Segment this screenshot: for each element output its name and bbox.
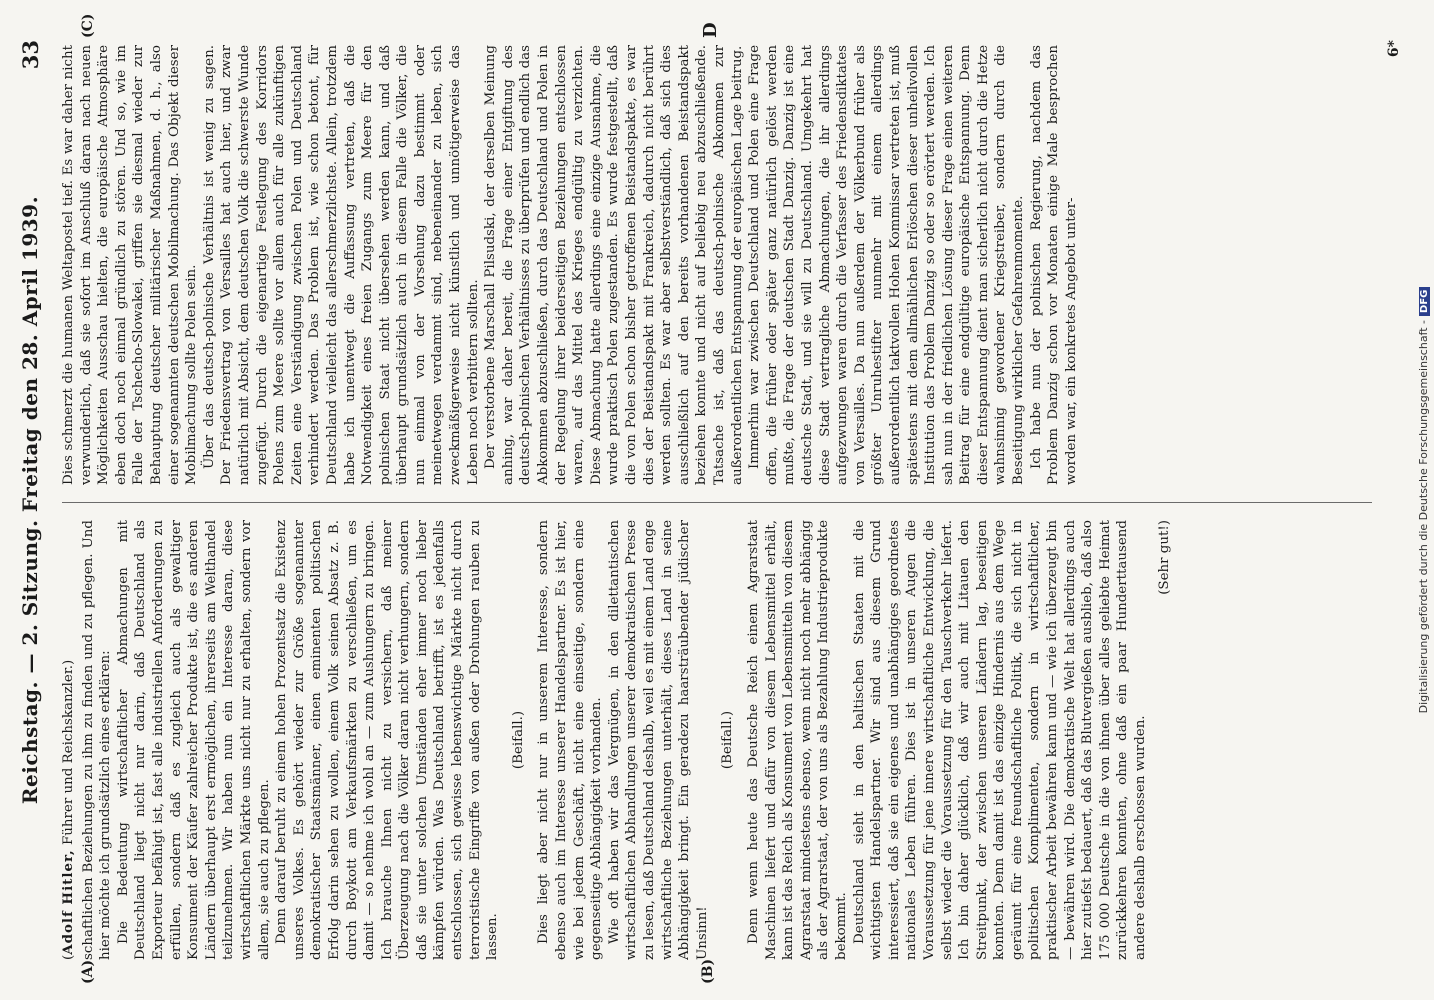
speaker-line <box>60 520 78 960</box>
page-number: 33 <box>18 40 43 70</box>
right-column <box>60 45 1390 485</box>
dfg-logo: DFG <box>1419 287 1430 316</box>
margin-marker-c: (C) <box>80 13 96 38</box>
page-header <box>18 40 58 960</box>
interjection: (Beifall.) <box>510 710 526 770</box>
paragraph: Denn darauf beruht zu einem hohen Prozentsatz die Existenz unseres Volkes. Es gehört wieder zur Größe sogenannter demokratischer Staatsmänner, einen eminenten politischen Erfolg darin sehen zu wollen, einem Volk seinen Absatz z. B. durch Boykott am Verkaufsmärkten zu verschließen, um es damit — so nehme ich wohl an — zum Aushungern zu bringen. Ich brauche Ihnen nicht zu versichern, daß meiner Überzeugung nach die Völker daran nicht verhungern, sondern daß sie unter solchen Umständen eher immer noch lieber kämpfen würden. Was Deutschland betrifft, ist es jedenfalls entschlossen, sich gewisse lebenswichtige Märkte nicht durch terroristische Eingriffe von außen oder Drohungen rauben zu lassen. <box>274 520 501 960</box>
left-column <box>60 520 1390 960</box>
speaker-open-paren: ( <box>61 954 76 960</box>
interjection: (Sehr gut!) <box>1156 520 1172 595</box>
sheet-signature-mark: 6* <box>1386 40 1402 58</box>
paragraph: Der verstorbene Marschall Pilsudski, der derselben Meinung anhing, war daher bereit, die Frage einer Entgiftung des deutsch-polnischen Verhältnisses zu überprüfen und endlich das Abkommen abzuschließen, durch das Deutschland und Polen in der Regelung ihrer beiderseitigen Beziehungen entschlossen waren, auf das Mittel des Krieges endgültig zu verzichten. Diese Abmachung hatte allerdings eine einzige Ausnahme, die wurde praktisch Polen zugestanden. Es wurde festgestellt, daß die von Polen schon bisher getroffenen Beistandspakte, es war dies der Beistandspakt mit Frankreich, dadurch nicht berührt werden sollten. Es war aber selbstverständlich, daß sich dies ausschließlich auf den bereits vorhandenen Beistandspakt beziehen konnte und nicht auf beliebig neu abzuschließende. Tatsache ist, daß das deutsch-polnische Abkommen zur außerordentlichen Entspannung der europäischen Lage beitrug. <box>483 45 745 485</box>
paragraph: Über das deutsch-polnische Verhältnis ist wenig zu sagen. Der Friedensvertrag von Versailles hat auch hier, und zwar natürlich mit Absicht, dem deutschen Volk die schwerste Wunde zugefügt. Durch die eigenartige Festlegung des Korridors Polens zum Meere sollte vor allem auch für alle zukünftigen Zeiten eine Verständigung zwischen Polen und Deutschland verhindert werden. Das Problem ist, wie schon betont, für Deutschland vielleicht das allerschmerzlichste. Allein, trotzdem habe ich unentwegt die Auffassung vertreten, daß die Notwendigkeit eines freien Zugangs zum Meere für den polnischen Staat nicht übersehen werden kann, und daß überhaupt grundsätzlich auch in diesem Falle die Völker, die nun einmal von der Vorsehung dazu bestimmt oder meinetwegen verdammt sind, nebeneinander zu leben, sich zweckmäßigerweise nicht künstlich und unnötigerweise das Leben noch verbittern sollten. <box>201 45 481 485</box>
paragraph: Deutschland sieht in den baltischen Staaten mit die wichtigsten Handelspartner. Wir sind aus diesem Grund interessiert, daß sie ein eigenes und unabhängiges geordnetes nationales Leben führen. Dies ist in unseren Augen die Voraussetzung für jene innere wirtschaftliche Entwicklung, die selbst wieder die Voraussetzung für den Tauschverkehr liefert. Ich bin daher glücklich, daß wir auch mit Litauen den Streitpunkt, der zwischen unseren Ländern lag, beseitigen konnten. Denn damit ist das einzige Hindernis aus dem Wege geräumt für eine freundschaftliche Politik, die sich nicht in politischen Komplimenten, sondern in wirtschaftlicher, praktischer Arbeit bewähren kann und — wie ich überzeugt bin — bewähren wird. Die demokratische Welt hat allerdings auch hier zutiefst bedauert, daß das Blutvergießen ausblieb, daß also 175 000 Deutsche in die von ihnen über alles geliebte Heimat zurückkehren konnten, ohne daß ein paar Hunderttausend andere deshalb erschossen wurden. <box>851 520 1149 960</box>
paragraph: Dies schmerzt die humanen Weltapostel tief. Es war daher nicht verwunderlich, daß sie sofort im Anschluß daran nach neuen Möglichkeiten Ausschau hielten, die europäische Atmosphäre eben doch noch einmal gründlich zu stören. Und so, wie im Falle der Tschecho-Slowakei, griffen sie diesmal wieder zur Behauptung deutscher militärischer Maßnahmen, d. h., also einer sogenannten deutschen Mobilmachung. Das Objekt dieser Mobilmachung sollte Polen sein. <box>61 45 200 485</box>
paragraph: Immerhin war zwischen Deutschland und Polen eine Frage offen, die früher oder später ganz natürlich gelöst werden mußte, die Frage der deutschen Stadt Danzig. Danzig ist eine deutsche Stadt, und sie will zu Deutschland. Umgekehrt hat diese Stadt vertragliche Abmachungen, die ihr allerdings aufgezwungen waren durch die Verfasser des Friedensdiktates von Versailles. Da nun außerdem der Völkerbund früher als größter Unruhestifter nunmehr mit einem allerdings außerordentlich taktvollen Hohen Kommissar vertreten ist, muß spätestens mit dem allmählichen Erlöschen dieser unheilvollen Institution das Problem Danzig so oder so erörtert werden. Ich sah nun in der friedlichen Lösung dieser Frage einen weiteren Beitrag für eine endgültige europäische Entspannung. Denn dieser Entspannung dient man sicherlich nicht durch die Hetze wahnsinnig gewordener Kriegstreiber, sondern durch die Beseitigung wirklicher Gefahrenmomente. <box>747 45 1027 485</box>
paragraph: Ich habe nun der polnischen Regierung, nachdem das Problem Danzig schon vor Monaten einige Male besprochen worden war, ein konkretes Angebot unter- <box>1028 45 1079 485</box>
paragraph: Denn wenn heute das Deutsche Reich einem Agrarstaat Maschinen liefert und dafür von diesem Lebensmittel erhält, kann ist das Reich als Konsument von Lebensmitteln von diesem Agrarstaat mindestens ebenso, wenn nicht noch mehr abhängig als der Agrarstaat, der von uns als Bezahlung Industrieprodukte bekommt. <box>745 520 849 960</box>
speaker-name: Adolf Hitler, <box>60 849 76 955</box>
speaker-role: Führer und Reichskanzler.) <box>61 659 76 846</box>
column-divider <box>62 502 1372 503</box>
footer-text: Digitalisierung gefördert durch die Deutsche Forschungsgemeinschaft - <box>1417 319 1430 714</box>
header-title: Reichstag. — 2. Sitzung. Freitag den 28. April 1939. <box>18 195 42 805</box>
margin-marker-a: (A) <box>80 959 96 984</box>
interjection: (Beifall.) <box>720 710 736 770</box>
margin-marker-b: (B) <box>700 958 716 984</box>
digitization-footer <box>1417 0 1430 1000</box>
paragraph: Wie oft haben wir das Vergnügen, in den dilettantischen wirtschaftlichen Abhandlungen unserer demokratischen Presse zu lesen, daß Deutschland deshalb, weil es mit einem Land enge wirtschaftliche Beziehungen unterhält, dieses Land in seine Abhängigkeit bringt. Ein geradezu haarsträubender jüdischer Unsinn! <box>606 520 710 960</box>
paragraph: Die Bedeutung wirtschaftlicher Abmachungen mit Deutschland liegt nicht nur darin, daß Deutschland als Exporteur befähigt ist, fast alle industriellen Anforderungen zu erfüllen, sondern daß es zugleich auch als gewaltiger Konsument der Käufer zahlreicher Produkte ist, die es anderen Ländern überhaupt erst ermöglichen, ihrerseits am Welthandel teilzunehmen. Wir haben nun ein Interesse daran, diese wirtschaftlichen Märkte uns nicht nur zu erhalten, sondern vor allem, sie auch zu pflegen. <box>115 520 272 960</box>
paragraph: schaftlichen Beziehungen zu ihm zu finden und zu pflegen. Und hier möchte ich grundsätzlich eines erklären: <box>80 520 114 960</box>
paragraph: Dies liegt aber nicht nur in unserem Interesse, sondern ebenso auch im Interesse unserer Handelspartner. Es ist hier, wie bei jedem Geschäft, nicht eine einseitige, sondern eine gegenseitige Abhängigkeit vorhanden. <box>536 520 605 960</box>
margin-marker-d: D <box>700 22 721 38</box>
